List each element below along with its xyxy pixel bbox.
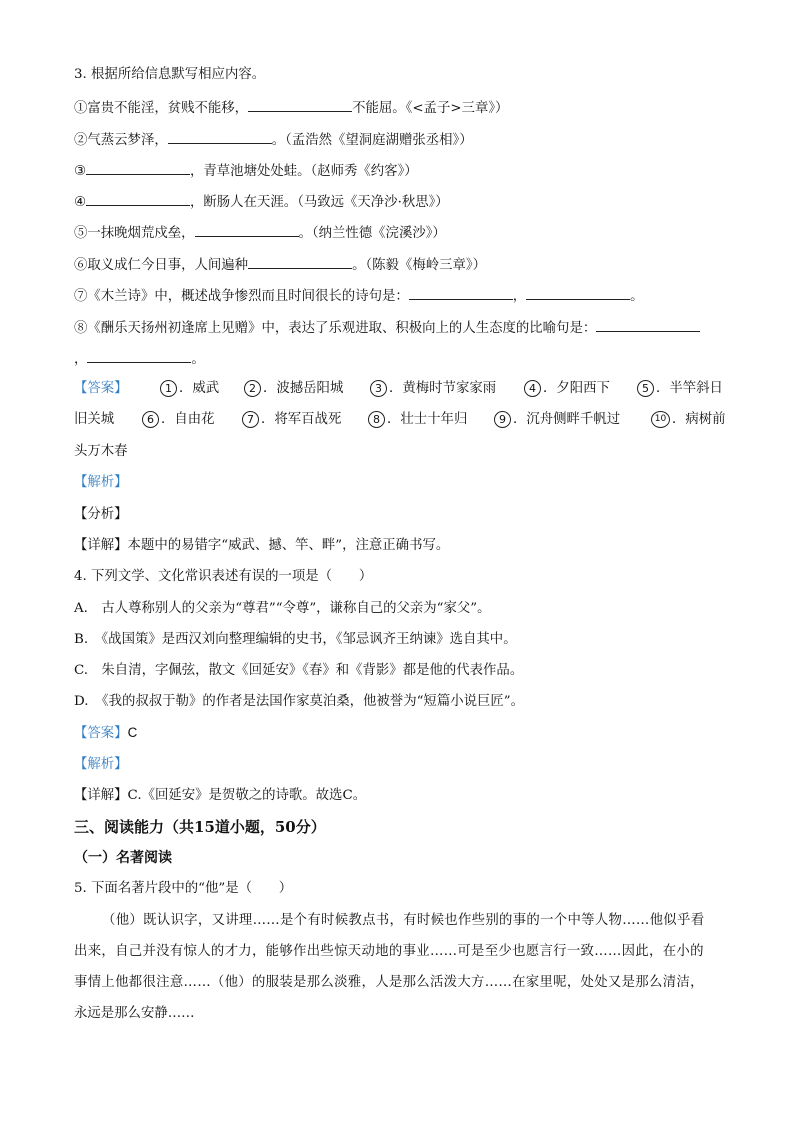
q4-option-c: C. 朱自清，字佩弦，散文《回延安》《春》和《背影》都是他的代表作品。 [74,663,524,678]
answer-label: 【答案】 [74,726,128,741]
answer-continuation: 旧关城 [74,412,115,427]
circled-number: 6 [142,411,159,428]
answer-item-10 [651,411,726,429]
fill-blank[interactable] [248,98,352,112]
answer-value: C [127,725,138,740]
answer-label: 【答案】 [74,381,128,396]
circled-number: 5 [637,380,654,397]
circled-number: 4 [524,380,541,397]
q3-line-1-post: 不能屈。《<孟子>三章》） [352,101,509,116]
q3-line-8-cont [74,349,205,369]
answer-text: ．夕阳西下 [543,381,610,396]
q4-option-d: D. 《我的叔叔于勒》的作者是法国作家莫泊桑，他被誉为“短篇小说巨匠”。 [74,694,525,709]
circled-number: 1 [160,380,177,397]
q3-line-8-pre: ⑧《酬乐天扬州初逢席上见赠》中，表达了乐观进取、积极向上的人生态度的比喻句是： [74,321,597,336]
circled-number: 9 [494,411,511,428]
fill-blank[interactable] [87,349,191,363]
q3-line-7-pre: ⑦《木兰诗》中，概述战争惨烈而且时间很长的诗句是： [74,289,409,304]
q3-line-4-pre: ④ [74,195,87,210]
section-subheading: （一）名著阅读 [74,850,172,866]
answer-item-4 [524,380,610,398]
answer-text: ．壮士十年归 [387,412,468,427]
answer-text: ．病树前 [672,412,726,427]
q3-line-2-post: 。（孟浩然《望洞庭湖赠张丞相》） [271,133,473,148]
q3-line-6-pre: ⑥取义成仁今日事，人间遍种 [74,258,249,273]
answer-item-6 [142,411,215,429]
circled-number: 8 [368,411,385,428]
answer-item-9 [494,411,620,429]
q3-line-1-pre: ①富贵不能淫，贫贱不能移， [74,101,249,116]
q4-answer [74,724,137,743]
q5-title: 5. 下面名著片段中的“他”是（ ） [74,881,293,896]
answer-item-7 [242,411,341,429]
fill-blank[interactable] [526,286,630,300]
q3-line-4 [74,192,449,212]
q3-line-8 [74,318,700,338]
q4-detail: 【详解】C.《回延安》是贺敬之的诗歌。故选C。 [74,788,367,803]
answer-text: ．黄梅时节家家雨 [389,381,497,396]
q3-line-3 [74,161,418,181]
section-heading: 三、阅读能力（共15道小题，50分） [74,818,326,836]
q3-line-5-pre: ⑤一抹晚烟荒戍垒， [74,226,195,241]
q4-title: 4. 下列文学、文化常识表述有误的一项是（ ） [74,569,373,584]
answer-text: ．自由花 [161,412,215,427]
fill-blank[interactable] [248,255,352,269]
q3-line-3-post: ，青草池塘处处蛙。（赵师秀《约客》） [190,164,418,179]
answer-item-1 [160,380,219,398]
q3-line-4-post: ，断肠人在天涯。（马致远《天净沙·秋思》） [190,195,449,210]
answer-item-8 [368,411,467,429]
answer-text: ．半竿斜日 [656,381,723,396]
q3-answer-row-1 [74,380,724,400]
q3-line-5-post: 。（纳兰性德《浣溪沙》） [298,226,446,241]
q3-line-1 [74,98,508,118]
answer-text: ．威武 [179,381,220,396]
q3-title: 3. 根据所给信息默写相应内容。 [74,67,266,82]
q3-line-6 [74,255,486,275]
q3-line-7 [74,286,644,306]
answer-text: ．将军百战死 [261,412,342,427]
circled-number: 7 [242,411,259,428]
q3-line-2 [74,130,473,150]
answer-item-5 [637,380,723,398]
fill-blank[interactable] [409,286,513,300]
q3-line-7-post: 。 [630,289,644,304]
q3-line-2-pre: ②气蒸云梦泽， [74,133,168,148]
q5-passage-line-1: （他）既认识字，又讲理……是个有时候教点书，有时候也作些别的事的一个中等人物……他似乎看 [102,913,705,928]
analysis-label: 【解析】 [74,757,128,772]
fill-blank[interactable] [195,223,299,237]
q5-passage-line-2: 出来，自己并没有惊人的才力，能够作出些惊天动地的事业……可是至少也愿言行一致……因此，在小的 [74,944,704,959]
q3-line-8-cont-pre: ， [74,352,88,367]
q3-line-3-pre: ③ [74,164,87,179]
answer-continuation: 头万木春 [74,444,128,459]
fill-blank[interactable] [596,318,700,332]
circled-number: 2 [244,380,261,397]
fill-blank[interactable] [168,130,272,144]
circled-number: 3 [370,380,387,397]
answer-item-2 [244,380,343,398]
answer-text: ．波撼岳阳城 [263,381,344,396]
q3-fenxi: 【分析】 [74,507,128,522]
q3-line-8-cont-post: 。 [191,352,205,367]
analysis-label: 【解析】 [74,475,128,490]
q3-answer-row-2 [74,411,724,431]
q3-detail: 【详解】本题中的易错字“威武、撼、竿、畔”，注意正确书写。 [74,538,450,553]
circled-number: 10 [651,411,670,428]
answer-item-3 [370,380,496,398]
q5-passage-line-3: 事情上他都很注意……（他）的服装是那么淡雅，人是那么活泼大方……在家里呢，处处又是那么清洁， [74,975,704,990]
q3-line-7-mid: ， [512,289,527,304]
q4-option-a: A. 古人尊称别人的父亲为“尊君”“令尊”，谦称自己的父亲为“家父”。 [74,601,491,616]
q5-passage-line-4: 永远是那么安静…… [74,1006,195,1021]
q3-line-6-post: 。（陈毅《梅岭三章》） [352,258,486,273]
answer-text: ．沉舟侧畔千帆过 [513,412,621,427]
q3-line-5 [74,223,446,243]
q4-option-b: B. 《战国策》是西汉刘向整理编辑的史书，《邹忌讽齐王纳谏》选自其中。 [74,632,517,647]
fill-blank[interactable] [86,161,190,175]
fill-blank[interactable] [86,192,190,206]
